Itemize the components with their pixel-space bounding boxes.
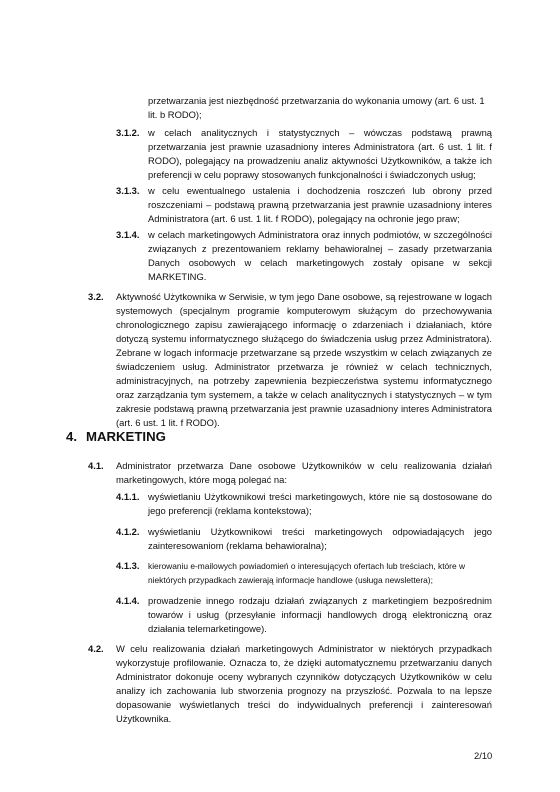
item-3-1-2-text: w celach analitycznych i statystycznych – wówczas podstawą prawną przetwarzania jest prawnie uzasadniony interes Administratora (art. 6 ust. 1 lit. f RODO), polegający na prowadzeniu analiz aktywności Użytkowników, a także ich preferencji w celu poprawy stosowanych funkcjonalności i świadczonych usług; [148, 127, 492, 180]
item-4-1-text: Administrator przetwarza Dane osobowe Użytkowników w celu realizowania działań marketingowych, które mogą polegać na: [116, 460, 492, 485]
item-4-1-4-number: 4.1.4. [116, 595, 140, 606]
item-3-1-2-number: 3.1.2. [116, 127, 140, 138]
item-4-1-number: 4.1. [88, 460, 104, 471]
item-3-1-1-continuation: przetwarzania jest niezbędność przetwarzania do wykonania umowy (art. 6 ust. 1 lit. b RODO); [148, 95, 485, 120]
item-3-2-text: Aktywność Użytkownika w Serwisie, w tym jego Dane osobowe, są rejestrowane w logach systemowych (specjalnym programie komputerowym służącym do przechowywania chronologicznego zapisu zawierającego informację o zdarzeniach i działaniach, które dotyczą systemu informatycznego służącego do świadczenia usług przez Administratora). Zebrane w logach informacje przetwarzane są przede wszystkim w celach związanych ze świadczeniem usług. Administrator przetwarza je również w celach technicznych, administracyjnych, na potrzeby zapewnienia bezpieczeństwa systemu informatycznego oraz zarządzania tym systemem, a także w celach analitycznych i statystycznych – w tym zakresie podstawą prawną przetwarzania jest prawnie uzasadniony interes Administratora (art. 6 ust. 1 lit. f RODO). [116, 291, 492, 428]
item-4-1-4-text: prowadzenie innego rodzaju działań związanych z marketingiem bezpośrednim towarów i usług (przesyłanie informacji handlowych drogą elektroniczną oraz działania telemarketingowe). [148, 595, 492, 634]
item-3-1-4-number: 3.1.4. [116, 229, 140, 240]
item-4-1-3-text: kierowaniu e-mailowych powiadomień o interesujących ofertach lub treściach, które w niektórych przypadkach zawierają informacje handlowe (usługa newslettera); [148, 561, 466, 585]
item-4-1-2-number: 4.1.2. [116, 526, 140, 537]
item-4-1-2-text: wyświetlaniu Użytkownikowi treści marketingowych odpowiadających jego zainteresowaniom (reklama behawioralna); [148, 526, 492, 551]
item-3-1-3-number: 3.1.3. [116, 185, 140, 196]
section-number: 4. [66, 429, 77, 444]
item-4-2-number: 4.2. [88, 643, 104, 654]
item-3-2-number: 3.2. [88, 291, 104, 302]
item-3-1-4-text: w celach marketingowych Administratora oraz innych podmiotów, w szczególności związanych z prezentowaniem reklamy behawioralnej – zasady przetwarzania Danych osobowych w celach marketingowych zostały opisane w sekcji MARKETING. [148, 229, 492, 282]
item-4-1-1-number: 4.1.1. [116, 491, 140, 502]
item-3-1-3-text: w celu ewentualnego ustalenia i dochodzenia roszczeń lub obrony przed roszczeniami – podstawą prawną przetwarzania jest prawnie uzasadniony interes Administratora (art. 6 ust. 1 lit. f RODO), polegający na ochronie jego praw; [148, 185, 492, 224]
section-heading [66, 428, 166, 446]
item-4-2-text: W celu realizowania działań marketingowych Administrator w niektórych przypadkach wykorzystuje profilowanie. Oznacza to, że dzięki automatycznemu przetwarzaniu danych Administrator dokonuje oceny wybranych czynników dotyczących Użytkowników w celu analizy ich zachowania lub stworzenia prognozy na przyszłość. Pozwala to na lepsze dopasowanie wyświetlanych treści do indywidualnych preferencji i zainteresowań Użytkownika. [116, 643, 492, 724]
section-title: MARKETING [86, 429, 166, 444]
item-4-1-3-number: 4.1.3. [116, 560, 140, 571]
page-number: 2/10 [474, 750, 493, 761]
item-4-1-1-text: wyświetlaniu Użytkownikowi treści marketingowych, które nie są dostosowane do jego preferencji (reklama kontekstowa); [148, 491, 492, 516]
